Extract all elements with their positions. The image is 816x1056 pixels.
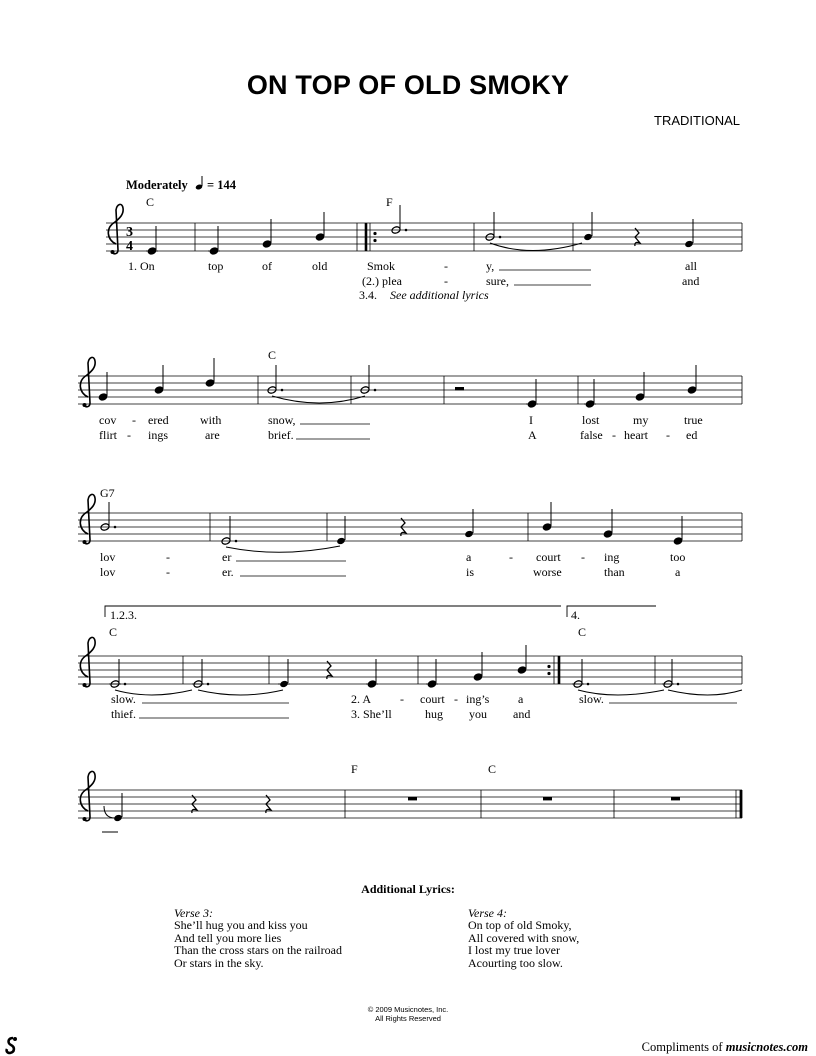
musicnotes-logo-icon: [4, 1036, 20, 1056]
verse-line: She’ll hug you and kiss you: [174, 918, 308, 933]
lyric: top: [208, 259, 224, 273]
lyric: a: [466, 550, 472, 564]
lyric: is: [466, 565, 475, 579]
lyric: false: [580, 428, 603, 442]
verse-3: [174, 907, 342, 969]
chord-symbol: C: [146, 195, 155, 209]
lyric: er.: [222, 565, 234, 579]
lyric: lov: [100, 550, 116, 564]
lyric: worse: [533, 565, 562, 579]
lyric: all: [685, 259, 697, 273]
lyric: -: [444, 274, 448, 288]
copyright-line: All Rights Reserved: [375, 1014, 441, 1023]
lyric: my: [633, 413, 649, 427]
lyric: too: [670, 550, 686, 564]
copyright-line: © 2009 Musicnotes, Inc.: [367, 1005, 449, 1014]
lyric: y,: [486, 259, 495, 273]
verse-line: Or stars in the sky.: [174, 955, 264, 970]
lyric: 1. On: [128, 259, 155, 273]
chord-symbol: F: [351, 762, 358, 776]
lyric: ing’s: [466, 692, 490, 706]
lyric: A: [528, 428, 537, 442]
lyric: -: [166, 565, 170, 579]
staff-system-5: [78, 762, 742, 832]
lyric: with: [200, 413, 222, 427]
verse-heading: Verse 3:: [174, 906, 213, 920]
lyric: 3.4.: [359, 288, 377, 302]
lyric: and: [682, 274, 700, 288]
lyric: 2. A: [351, 692, 372, 706]
treble-clef-icon: [108, 204, 123, 254]
whole-rest-icon: [543, 797, 552, 800]
tempo-bpm: = 144: [207, 178, 236, 192]
lyric: lov: [100, 565, 116, 579]
verse-line: On top of old Smoky,: [468, 918, 572, 933]
half-rest-icon: [455, 387, 464, 390]
lyric: -: [132, 413, 136, 427]
lyric: court: [536, 550, 561, 564]
verse-line: Than the cross stars on the railroad: [174, 943, 342, 958]
lyric: -: [454, 692, 458, 706]
verse-line: I lost my true lover: [468, 943, 560, 958]
lyric: -: [581, 550, 585, 564]
lyric: a: [518, 692, 524, 706]
compliments-prefix: Compliments of: [641, 1040, 723, 1054]
lyric: er: [222, 550, 232, 564]
additional-lyrics-title: Additional Lyrics:: [361, 882, 455, 896]
lyric: (2.) plea: [362, 274, 402, 288]
first-ending-bracket: [105, 606, 561, 617]
lyric: snow,: [268, 413, 296, 427]
treble-clef-icon: [80, 637, 95, 687]
chord-symbol: G7: [100, 486, 115, 500]
lyric: -: [612, 428, 616, 442]
verse-4: [468, 907, 579, 969]
lyric: sure,: [486, 274, 509, 288]
lyric: -: [400, 692, 404, 706]
chord-symbol: C: [488, 762, 497, 776]
lyric: old: [312, 259, 328, 273]
treble-clef-icon: [80, 771, 95, 821]
lyric: ing: [604, 550, 620, 564]
lyric: -: [444, 259, 448, 273]
quarter-note-icon: [195, 176, 203, 190]
verse-heading: Verse 4:: [468, 906, 507, 920]
lyric-note: See additional lyrics: [390, 288, 489, 302]
treble-clef-icon: [80, 357, 95, 407]
lyric: flirt: [99, 428, 117, 442]
staff-system-3: [78, 486, 742, 579]
lyric: brief.: [268, 428, 294, 442]
chord-symbol: F: [386, 195, 393, 209]
verse-line: All covered with snow,: [468, 930, 580, 945]
time-signature-top: 3: [126, 225, 133, 240]
lyric: true: [684, 413, 703, 427]
lyric: court: [420, 692, 445, 706]
lyric: ings: [148, 428, 169, 442]
lyric: cov: [99, 413, 117, 427]
lyric: and: [513, 707, 531, 721]
composer: TRADITIONAL: [654, 113, 740, 128]
lyric: -: [666, 428, 670, 442]
ending-label: 4.: [571, 608, 580, 622]
lyric: ed: [686, 428, 698, 442]
time-signature-bottom: 4: [126, 239, 133, 254]
verse-line: Acourting too slow.: [468, 955, 563, 970]
lyric: a: [675, 565, 681, 579]
compliments: [642, 1040, 808, 1055]
lyric: than: [604, 565, 625, 579]
lyric: I: [529, 413, 533, 427]
lyric: you: [469, 707, 487, 721]
chord-symbol: C: [578, 625, 587, 639]
lyric: thief.: [111, 707, 136, 721]
staff-system-4: [78, 606, 742, 721]
lyric: -: [166, 550, 170, 564]
second-ending-bracket: [567, 606, 656, 617]
ending-label: 1.2.3.: [110, 608, 137, 622]
compliments-site-link[interactable]: musicnotes.com: [725, 1040, 808, 1054]
lyric: slow.: [111, 692, 136, 706]
page-title: ON TOP OF OLD SMOKY: [246, 70, 570, 100]
lyric: heart: [624, 428, 648, 442]
tempo-label: Moderately: [126, 178, 188, 192]
lyric: slow.: [579, 692, 604, 706]
chord-symbol: C: [109, 625, 118, 639]
lyric: 3. She’ll: [351, 707, 392, 721]
chord-symbol: C: [268, 348, 277, 362]
lyric: are: [205, 428, 220, 442]
copyright: [0, 1005, 816, 1023]
lyric: ered: [148, 413, 169, 427]
verse-line: And tell you more lies: [174, 930, 282, 945]
whole-rest-icon: [408, 797, 417, 800]
lyric: -: [127, 428, 131, 442]
whole-rest-icon: [671, 797, 680, 800]
lyric: of: [262, 259, 272, 273]
lyric: hug: [425, 707, 443, 721]
staff-system-2: [78, 348, 742, 442]
lyric: Smok: [367, 259, 396, 273]
staff-system-1: [106, 195, 742, 302]
treble-clef-icon: [80, 494, 95, 544]
lyric: lost: [582, 413, 600, 427]
lyric: -: [509, 550, 513, 564]
